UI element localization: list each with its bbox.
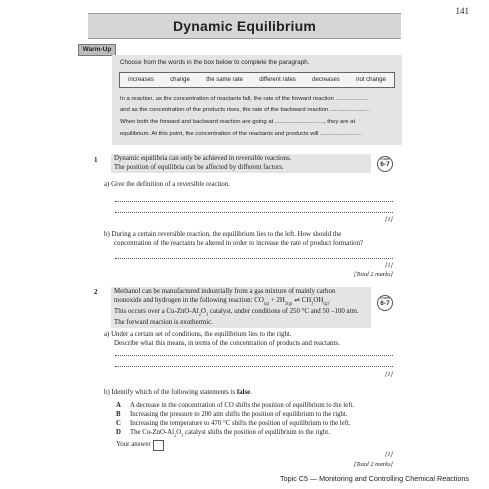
marks: [1] — [384, 371, 393, 378]
marks: [1] — [384, 451, 393, 458]
question-text — [104, 231, 363, 248]
question-stem — [111, 287, 371, 328]
question-line: concentration of the reactants be altered in order to increase the rate of product formation? — [114, 239, 364, 247]
word-option: increases — [128, 77, 154, 83]
warmup-instruction: Choose from the words in the box below to complete the paragraph. — [120, 59, 310, 66]
answer-line[interactable] — [115, 258, 393, 259]
grade-badge — [377, 156, 393, 172]
statement-option: B Increasing the pressure to 200 atm shifts the position of equilibrium to the right. — [116, 411, 348, 418]
answer-box[interactable] — [153, 440, 164, 451]
question-text: a) Give the definition of a reversible reaction. — [104, 181, 230, 188]
question-text: b) Identify which of the following statements is false. — [104, 389, 252, 396]
statement-option: D The $Cu-ZnO-Al_2O_3$ catalyst shifts the position of equilibrium to the right. — [116, 429, 330, 438]
stem-line: The position of equilibria can be affected by different factors. — [114, 163, 284, 171]
total-marks: [Total 2 marks] — [353, 271, 393, 278]
question-line: a) Under a certain set of conditions, the equilibrium lies to the right. — [104, 331, 292, 338]
stem-line: Methanol can be manufactured industrially from a gas mixture of mainly carbon — [114, 288, 336, 295]
total-marks: [Total 2 marks] — [353, 461, 393, 468]
word-option: not change — [356, 77, 386, 83]
title-bar — [88, 13, 401, 39]
word-option: change — [170, 77, 190, 83]
statement-option: A A decrease in the concentration of CO shifts the position of equilibrium to the left. — [116, 402, 355, 409]
stem-line: monoxide and hydrogen in the following reaction: $CO_{(g)} + 2H_{2(g)}$ ⇌ $CH_3OH_{(g)}$. — [114, 296, 331, 305]
marks: [1] — [384, 262, 393, 269]
stem-line: The forward reaction is exothermic. — [114, 318, 213, 326]
word-box — [119, 72, 395, 88]
word-option: the same rate — [206, 77, 243, 83]
page-title: Dynamic Equilibrium — [172, 18, 317, 34]
word-option: decreases — [312, 77, 340, 83]
answer-line[interactable] — [115, 355, 393, 356]
stem-line: Dynamic equilibria can only be achieved in reversible reactions. — [114, 155, 292, 162]
marks: [1] — [384, 216, 393, 223]
grade-label: Grade — [379, 157, 391, 161]
grade-value: 6-7 — [380, 300, 390, 307]
grade-value: 6-7 — [380, 161, 390, 168]
word-option: different rates — [259, 77, 296, 83]
answer-line[interactable] — [115, 212, 393, 213]
statement-option: C Increasing the temperature to 470 °C shifts the position of equilibrium to the left. — [116, 420, 351, 427]
answer-label: Your answer — [116, 441, 151, 448]
paragraph-line[interactable]: equilibrium. At this point, the concentration of the reactants and products will ........................ . — [120, 131, 363, 137]
paragraph-line[interactable]: When both the forward and backward reaction are going at .............................., they are at — [120, 119, 356, 125]
warmup-label: Warm-Up — [78, 44, 116, 56]
question-text — [104, 331, 340, 348]
answer-line[interactable] — [115, 201, 393, 202]
question-line: Describe what this means, in terms of the concentration of products and reactants. — [114, 339, 340, 347]
stem-line: This occurs over a $Cu-ZnO-Al_2O_3$ catalyst, under conditions of 250 °C and 50 –100 atm. — [114, 307, 359, 316]
grade-label: Grade — [379, 296, 391, 300]
paragraph-line[interactable]: and as the concentration of the products rises, the rate of the backward reaction ....................... . — [120, 107, 371, 113]
grade-badge — [377, 295, 393, 311]
page-number: 141 — [455, 6, 469, 16]
question-number: 2 — [94, 288, 98, 296]
footer-topic: Topic C5 — Monitoring and Controlling Chemical Reactions — [280, 474, 469, 483]
paragraph-line[interactable]: In a reaction, as the concentration of reactants fall, the rate of the forward reaction .................... — [120, 96, 369, 102]
question-line: b) During a certain reversible reaction, the equilibrium lies to the left. How should the — [104, 231, 342, 238]
question-number: 1 — [94, 156, 98, 164]
question-stem — [111, 154, 371, 173]
answer-line[interactable] — [115, 366, 393, 367]
